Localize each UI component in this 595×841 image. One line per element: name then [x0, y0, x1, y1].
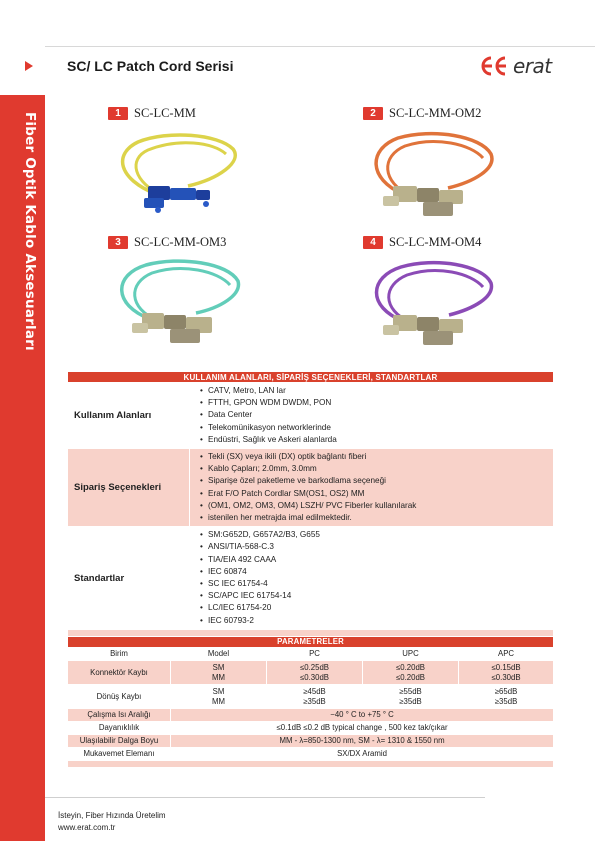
list-item: • istenilen her metrajda imal edilmektedir.	[208, 512, 553, 524]
erat-logo	[477, 53, 552, 79]
column-header: Model	[171, 648, 267, 661]
row-label: Dayanıklılık	[68, 722, 171, 735]
patch-cord-image	[108, 124, 243, 214]
footer	[58, 810, 166, 834]
product-name: SC-LC-MM-OM2	[389, 105, 482, 120]
parameters-table-header: PARAMETRELER	[68, 637, 554, 648]
table-row	[68, 527, 554, 630]
usage-table-header: KULLANIM ALANLARI, SİPARİŞ SEÇENEKLERİ, STANDARTLAR	[68, 372, 554, 383]
list-item: • Telekomünikasyon networklerinde	[208, 422, 553, 434]
cell-value: ≥35dB	[399, 696, 422, 706]
erat-logo-icon	[477, 54, 511, 78]
footer-website: www.erat.com.tr	[58, 823, 116, 832]
patch-cord-image	[108, 253, 243, 348]
list-item: • IEC 60793-2	[208, 615, 553, 627]
list-item: • SC IEC 61754-4	[208, 578, 553, 590]
brand-name: erat	[513, 54, 552, 78]
patch-cord-image	[363, 253, 498, 348]
product-name: SC-LC-MM-OM4	[389, 234, 482, 249]
connector-group	[132, 313, 212, 343]
product-card-3	[108, 235, 243, 348]
table-row	[68, 722, 554, 735]
row-label: Kullanım Alanları	[68, 383, 190, 449]
cell-value: MM	[212, 696, 225, 706]
cell-value: ≤0.20dB	[396, 672, 425, 682]
connector-group	[144, 186, 210, 213]
cell-value: SM	[212, 663, 225, 672]
cell-value: MM	[212, 672, 225, 682]
cell-value: ≥45dB	[303, 687, 326, 696]
cell-value: −40 ° C to +75 ° C	[171, 709, 554, 722]
product-number: 4	[363, 236, 383, 249]
list-item: • Tekli (SX) veya ikili (DX) optik bağlantı fiberi	[208, 451, 553, 463]
cell-value: ≤0.25dB	[300, 663, 329, 672]
table-row	[68, 748, 554, 761]
list-item: • TIA/EIA 492 CAAA	[208, 554, 553, 566]
row-label: Dönüş Kaybı	[68, 685, 171, 709]
page-title: SC/ LC Patch Cord Serisi	[67, 58, 234, 74]
column-header: UPC	[363, 648, 459, 661]
cell-value: ≥65dB	[494, 687, 518, 696]
bullet-list	[190, 449, 553, 526]
cell-value: ≥55dB	[399, 687, 422, 696]
column-header: PC	[267, 648, 363, 661]
list-item: • Erat F/O Patch Cordlar SM(OS1, OS2) MM	[208, 488, 553, 500]
list-item: • Kablo Çapları; 2.0mm, 3.0mm	[208, 463, 553, 475]
list-item: • CATV, Metro, LAN lar	[208, 385, 553, 397]
parameters-table	[67, 636, 554, 768]
list-item: • ANSI/TIA-568-C.3	[208, 541, 553, 553]
product-card-2	[363, 106, 498, 219]
row-label: Standartlar	[68, 527, 190, 630]
table-row	[68, 383, 554, 449]
product-card-1	[108, 106, 243, 214]
table-row	[68, 661, 554, 685]
list-item: • SC/APC IEC 61754-14	[208, 590, 553, 602]
cell-value: ≤0.1dB ≤0.2 dB typical change , 500 kez tak/çıkar	[171, 722, 554, 735]
product-number: 1	[108, 107, 128, 120]
table-footer-band	[68, 761, 554, 768]
product-name: SC-LC-MM-OM3	[134, 234, 227, 249]
cell-value: ≥35dB	[494, 696, 518, 706]
usage-table	[67, 371, 554, 637]
bullet-list	[190, 527, 553, 629]
table-row	[68, 735, 554, 748]
cell-value: MM - λ=850-1300 nm, SM - λ= 1310 & 1550 nm	[171, 735, 554, 748]
column-header: APC	[459, 648, 554, 661]
footer-slogan: İsteyin, Fiber Hızında Üretelim	[58, 811, 166, 820]
list-item: • SM:G652D, G657A2/B3, G655	[208, 529, 553, 541]
connector-group	[383, 315, 463, 345]
product-name: SC-LC-MM	[134, 105, 196, 120]
patch-cord-image	[363, 124, 498, 219]
product-card-4	[363, 235, 498, 348]
row-label: Sipariş Seçenekleri	[68, 449, 190, 527]
list-item: • LC/IEC 61754-20	[208, 602, 553, 614]
list-item: • FTTH, GPON WDM DWDM, PON	[208, 397, 553, 409]
footer-divider	[45, 797, 485, 798]
product-number: 2	[363, 107, 383, 120]
list-item: • Endüstri, Sağlık ve Askeri alanlarda	[208, 434, 553, 446]
connector-group	[383, 186, 463, 216]
list-item: • Siparişe özel paketleme ve barkodlama seçeneği	[208, 475, 553, 487]
cell-value: ≥35dB	[303, 696, 326, 706]
cell-value: ≤0.30dB	[300, 672, 329, 682]
row-label: Ulaşılabilir Dalga Boyu	[68, 735, 171, 748]
arrow-right-icon	[25, 61, 33, 71]
cell-value: SM	[212, 687, 225, 696]
bullet-list	[190, 383, 553, 448]
table-row	[68, 449, 554, 527]
list-item: • IEC 60874	[208, 566, 553, 578]
row-label: Mukavemet Elemanı	[68, 748, 171, 761]
table-row	[68, 685, 554, 709]
row-label: Çalışma Isı Aralığı	[68, 709, 171, 722]
cell-value: ≤0.15dB	[491, 663, 521, 672]
cell-value: ≤0.20dB	[396, 663, 425, 672]
table-row	[68, 709, 554, 722]
cell-value: ≤0.30dB	[491, 672, 521, 682]
product-number: 3	[108, 236, 128, 249]
sidebar-title: Fiber Optik Kablo Aksesuarları	[22, 112, 38, 351]
table-header-row	[68, 648, 554, 661]
cell-value: SX/DX Aramid	[171, 748, 554, 761]
column-header: Birim	[68, 648, 171, 661]
list-item: • Data Center	[208, 409, 553, 421]
row-label: Konnektör Kaybı	[68, 661, 171, 685]
header-divider	[45, 46, 595, 47]
list-item: • (OM1, OM2, OM3, OM4) LSZH/ PVC Fiberler kullanılarak	[208, 500, 553, 512]
